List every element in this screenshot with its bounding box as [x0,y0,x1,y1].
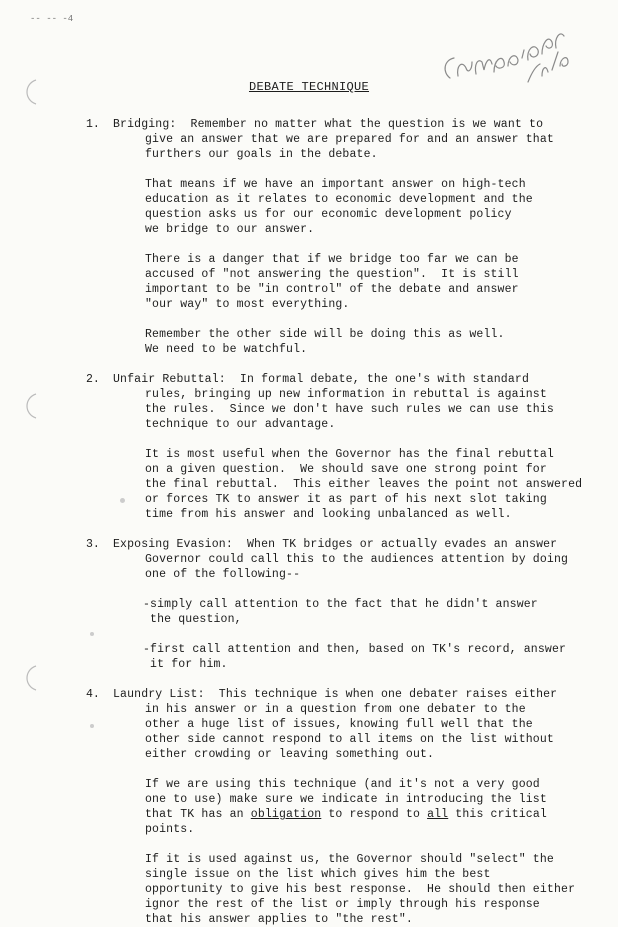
item-line: one to use) make sure we indicate in introducing the list [145,793,547,806]
item-line: We need to be watchful. [145,343,308,356]
item-line: opportunity to give his best response. He should then either [145,883,576,896]
list-item-2 [0,372,618,522]
item-line: or forces TK to answer it as part of his next slot taking [145,493,547,506]
item-line: technique to our advantage. [145,418,336,431]
item-line: Laundry List: This technique is when one debater raises either [113,688,558,701]
item-line: accused of "not answering the question". It is still [145,268,519,281]
item-number: 2. [86,373,100,386]
item-number: 4. [86,688,100,701]
corner-marks: -- -- -4 [30,14,74,24]
bullet-line: the question, [143,613,242,626]
document-body [0,117,618,927]
item-line: points. [145,823,195,836]
item-line: give an answer that we are prepared for and an answer that [145,133,554,146]
item-number: 1. [86,118,100,131]
item-line: time from his answer and looking unbalanced as well. [145,508,512,521]
item-line: in his answer or in a question from one debater to the [145,703,526,716]
bullet-line: -first call attention and then, based on TK's record, answer [143,643,567,656]
item-line: Exposing Evasion: When TK bridges or actually evades an answer [113,538,558,551]
item-line [0,807,618,822]
item-line: on a given question. We should save one strong point for [145,463,547,476]
item-line: There is a danger that if we bridge too far we can be [145,253,519,266]
item-line: It is most useful when the Governor has the final rebuttal [145,448,554,461]
item-line: important to be "in control" of the debate and answer [145,283,519,296]
item-line: furthers our goals in the debate. [145,148,378,161]
item-line: either crowding or leaving something out. [145,748,435,761]
item-line: other side cannot respond to all items on the list without [145,733,554,746]
item-line: Governor could call this to the audiences attention by doing [145,553,569,566]
item-line: "our way" to most everything. [145,298,350,311]
item-line: other a huge list of issues, knowing full well that the [145,718,533,731]
list-item-1 [0,117,618,357]
item-line: Bridging: Remember no matter what the question is we want to [113,118,544,131]
list-item-4 [0,687,618,927]
bullet-line: it for him. [143,658,228,671]
item-line: Remember the other side will be doing this as well. [145,328,505,341]
document-title: DEBATE TECHNIQUE [248,80,370,94]
item-line: Unfair Rebuttal: In formal debate, the one's with standard [113,373,530,386]
item-line: that his answer applies to "the rest". [145,913,413,926]
bullet-line: -simply call attention to the fact that he didn't answer [143,598,538,611]
item-line: That means if we have an important answer on high-tech [145,178,526,191]
item-line: we bridge to our answer. [145,223,315,236]
item-line: single issue on the list which gives him the best [145,868,491,881]
item-line: one of the following-- [145,568,301,581]
item-line: the rules. Since we don't have such rules we can use this [145,403,554,416]
item-line: ignor the rest of the list or imply through his response [145,898,540,911]
line-text: to respond to [321,808,428,821]
list-item-3 [0,537,618,672]
item-line: education as it relates to economic development and the [145,193,533,206]
underlined-word: obligation [250,808,322,821]
line-text: this critical [448,808,547,821]
underlined-word: all [427,808,449,821]
item-line: If it is used against us, the Governor should "select" the [145,853,554,866]
line-text: that TK has an [145,808,251,821]
item-line: rules, bringing up new information in rebuttal is against [145,388,547,401]
item-number: 3. [86,538,100,551]
item-line: the final rebuttal. This either leaves the point not answered [145,478,583,491]
item-line: question asks us for our economic development policy [145,208,512,221]
item-line: If we are using this technique (and it's not a very good [145,778,540,791]
